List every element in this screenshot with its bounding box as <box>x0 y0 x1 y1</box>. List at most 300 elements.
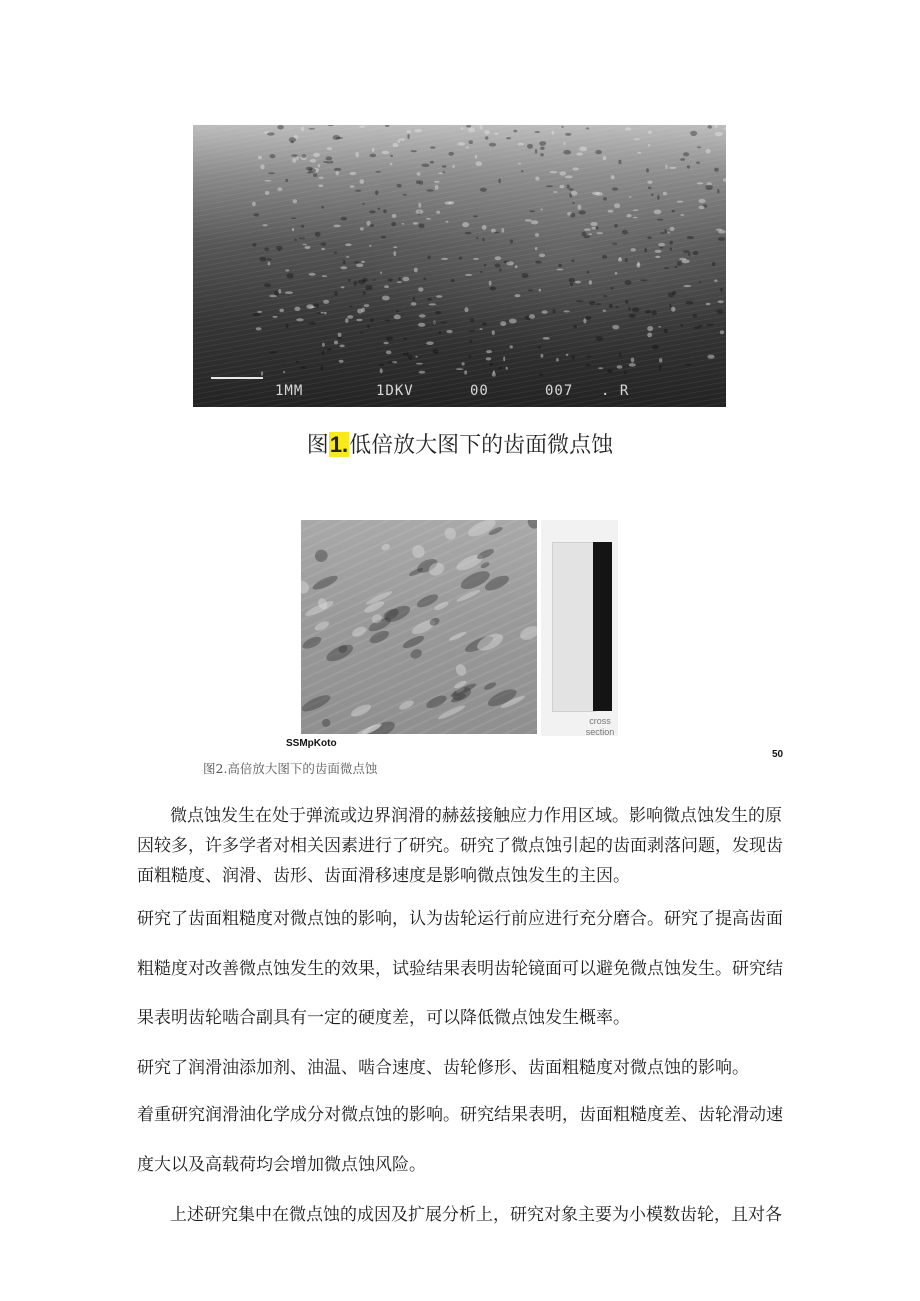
pit-mark <box>334 225 341 228</box>
pit-mark <box>433 349 439 354</box>
pit-mark <box>576 300 584 302</box>
pit-mark <box>640 279 648 281</box>
pit-mark <box>340 266 347 269</box>
pit-mark <box>278 250 281 252</box>
pit-mark <box>321 366 323 371</box>
pit-mark <box>698 199 705 203</box>
pit-mark <box>390 163 393 166</box>
pit-mark <box>355 190 361 192</box>
pit-mark <box>690 131 697 136</box>
pit-mark <box>413 222 418 225</box>
pit-mark <box>322 343 325 347</box>
pit-mark <box>433 321 437 326</box>
pit-mark <box>567 185 570 189</box>
pit-mark <box>419 224 425 229</box>
pit-mark <box>430 161 434 164</box>
figure1-texture <box>193 125 726 407</box>
pit-mark <box>309 322 316 325</box>
pit-mark <box>419 314 426 317</box>
pit-mark <box>521 170 523 172</box>
pit-mark <box>698 325 702 327</box>
pit-mark <box>572 167 578 170</box>
pit-mark <box>345 318 348 323</box>
pit-mark <box>670 227 675 231</box>
pit-mark <box>296 318 304 321</box>
pit-mark <box>356 264 363 268</box>
pit-mark <box>558 264 562 267</box>
figure1-scale: 1MM <box>275 383 304 399</box>
pit-mark <box>413 297 415 302</box>
pit-mark <box>652 345 659 349</box>
pit-mark <box>419 371 426 374</box>
pit-mark <box>277 125 284 130</box>
pit-mark <box>310 159 316 163</box>
pit-mark <box>670 241 673 245</box>
pit-mark <box>634 138 640 140</box>
pit-mark <box>480 125 483 130</box>
pit-mark <box>381 236 386 239</box>
pit-mark <box>442 165 447 167</box>
pit-mark <box>334 168 341 171</box>
pit-mark <box>407 134 409 139</box>
pit-mark <box>436 295 442 298</box>
pit-mark <box>565 133 571 136</box>
pit-mark <box>592 192 600 195</box>
pit-mark <box>429 303 437 305</box>
pit-mark <box>362 203 365 205</box>
pit-mark <box>491 229 496 233</box>
pit-mark <box>308 128 315 130</box>
pit-mark <box>426 189 434 191</box>
pit-mark <box>411 150 417 152</box>
pit-mark <box>563 150 571 155</box>
surface-pit <box>313 619 330 632</box>
pit-mark <box>417 172 421 175</box>
surface-pit <box>433 600 449 612</box>
surface-pit <box>380 542 390 551</box>
pit-mark <box>668 293 674 298</box>
pit-mark <box>697 182 704 184</box>
pit-mark <box>571 260 574 262</box>
pit-mark <box>468 330 475 332</box>
pit-mark <box>465 274 473 276</box>
pit-mark <box>663 192 667 196</box>
pit-mark <box>473 215 478 217</box>
pit-mark <box>677 201 684 203</box>
pit-mark <box>718 300 724 303</box>
surface-pit <box>455 588 481 603</box>
pit-mark <box>489 143 496 147</box>
pit-mark <box>596 336 603 341</box>
pit-mark <box>274 291 279 296</box>
pit-mark <box>397 184 402 188</box>
pit-mark <box>292 228 294 232</box>
pit-mark <box>402 277 409 282</box>
pit-mark <box>330 161 333 164</box>
pit-mark <box>414 268 418 273</box>
pit-mark <box>283 371 285 374</box>
surface-pit <box>324 641 355 664</box>
pit-mark <box>369 245 371 247</box>
pit-mark <box>350 172 357 175</box>
pit-mark <box>714 280 717 282</box>
pit-mark <box>645 310 651 314</box>
pit-mark <box>677 261 682 265</box>
pit-mark <box>348 279 351 282</box>
pit-mark <box>423 277 426 280</box>
pit-mark <box>655 256 660 258</box>
pit-mark <box>313 153 320 158</box>
figure1-voltage: 1DKV <box>376 383 414 399</box>
pit-mark <box>414 129 422 132</box>
pit-mark <box>380 272 382 274</box>
pit-mark <box>573 325 577 328</box>
pit-mark <box>392 214 397 218</box>
pit-mark <box>370 318 374 322</box>
pit-mark <box>268 172 275 174</box>
pit-mark <box>716 229 723 231</box>
pit-mark <box>355 152 359 157</box>
pit-mark <box>584 228 591 231</box>
pit-mark <box>706 149 711 154</box>
pit-mark <box>659 365 662 369</box>
pit-mark <box>617 365 623 368</box>
pit-mark <box>631 358 635 363</box>
surface-pit <box>349 702 372 719</box>
pit-mark <box>647 333 652 338</box>
pit-mark <box>671 307 675 312</box>
pit-mark <box>462 222 469 227</box>
pit-mark <box>515 294 521 297</box>
pit-mark <box>509 319 517 324</box>
surface-pit <box>409 647 423 660</box>
pit-mark <box>268 262 271 266</box>
pit-mark <box>535 247 538 250</box>
pit-mark <box>724 127 726 129</box>
paragraph-line: 面粗糙度、润滑、齿形、齿面滑移速度是影响微点蚀发生的主因。 <box>137 866 630 886</box>
pit-mark <box>309 273 316 276</box>
pit-mark <box>535 177 539 181</box>
pit-mark <box>583 318 586 323</box>
surface-pit <box>301 692 332 715</box>
pit-mark <box>561 126 563 128</box>
pit-mark <box>572 355 575 359</box>
pit-mark <box>529 210 535 212</box>
pit-mark <box>263 224 268 226</box>
pit-mark <box>267 132 275 135</box>
pit-mark <box>513 130 517 133</box>
pit-mark <box>718 237 725 241</box>
pit-mark <box>457 142 465 146</box>
pit-mark <box>538 346 541 349</box>
pit-mark <box>535 149 537 154</box>
pit-mark <box>494 133 498 135</box>
pit-mark <box>687 165 690 168</box>
pit-mark <box>375 190 379 195</box>
pit-mark <box>322 275 328 277</box>
pit-mark <box>319 177 324 179</box>
pit-mark <box>659 358 662 362</box>
pit-mark <box>619 353 622 357</box>
pit-mark <box>435 185 439 190</box>
paragraph-line: 上述研究集中在微点蚀的成因及扩展分析上，研究对象主要为小模数齿轮，且对各 <box>170 1205 782 1225</box>
pit-mark <box>287 273 294 278</box>
pit-mark <box>328 125 334 126</box>
pit-mark <box>612 187 618 190</box>
pit-mark <box>647 236 652 239</box>
pit-mark <box>654 210 662 215</box>
pit-mark <box>680 214 684 216</box>
pit-mark <box>679 258 686 261</box>
pit-mark <box>607 369 612 373</box>
pit-mark <box>448 201 454 204</box>
pit-mark <box>436 211 440 214</box>
pit-mark <box>559 171 566 175</box>
pit-mark <box>552 131 555 135</box>
pit-mark <box>466 146 469 148</box>
pit-mark <box>317 312 321 314</box>
pit-mark <box>490 286 496 290</box>
pit-mark <box>556 358 559 362</box>
pit-mark <box>438 172 442 174</box>
pit-mark <box>476 161 483 166</box>
pit-mark <box>657 219 664 221</box>
pit-mark <box>416 209 424 214</box>
pit-mark <box>257 311 262 313</box>
pit-mark <box>264 283 271 287</box>
pit-mark <box>473 258 479 260</box>
pit-mark <box>418 323 425 327</box>
pit-mark <box>531 220 538 224</box>
pit-mark <box>336 137 343 139</box>
pit-mark <box>696 162 700 164</box>
pit-mark <box>596 232 603 234</box>
pit-mark <box>518 143 524 146</box>
surface-pit <box>321 717 332 728</box>
pit-mark <box>521 273 528 278</box>
pit-mark <box>370 154 377 158</box>
pit-mark <box>625 280 632 285</box>
pit-mark <box>495 256 502 260</box>
pit-mark <box>334 341 338 345</box>
pit-mark <box>655 250 662 253</box>
surface-pit <box>313 548 330 564</box>
pit-mark <box>614 224 618 228</box>
pit-mark <box>382 151 390 154</box>
pit-mark <box>647 326 653 331</box>
pit-mark <box>570 213 575 218</box>
pit-mark <box>633 209 638 211</box>
pit-mark <box>615 306 619 308</box>
pit-mark <box>628 307 630 311</box>
pit-mark <box>596 303 602 305</box>
pit-mark <box>543 337 550 340</box>
pit-mark <box>569 278 575 283</box>
pit-mark <box>408 355 412 360</box>
pit-mark <box>542 310 548 314</box>
pit-mark <box>362 278 367 282</box>
pit-mark <box>382 296 390 301</box>
figure1-code3: . R <box>601 383 630 399</box>
pit-mark <box>681 324 683 327</box>
paragraph-line: 着重研究润滑油化学成分对微点蚀的影响。研究结果表明，齿面粗糙度差、齿轮滑动速 <box>137 1105 783 1125</box>
pit-mark <box>394 315 401 320</box>
pit-mark <box>291 154 298 157</box>
pit-mark <box>707 355 714 359</box>
pit-mark <box>672 210 675 212</box>
pit-mark <box>253 313 261 316</box>
pit-mark <box>402 223 405 225</box>
pit-mark <box>465 307 469 312</box>
pit-mark <box>550 171 558 173</box>
pit-mark <box>495 264 501 268</box>
paragraph-line: 因较多，许多学者对相关因素进行了研究。研究了微点蚀引起的齿面剥落问题，发现齿 <box>137 836 783 856</box>
cross-section-label-line1: cross <box>589 716 611 726</box>
pit-mark <box>296 156 298 160</box>
pit-mark <box>717 189 719 193</box>
figure1-code1: 00 <box>470 383 489 399</box>
pit-mark <box>648 144 650 147</box>
pit-mark <box>518 163 521 165</box>
pit-mark <box>468 128 475 133</box>
pit-mark <box>386 351 392 355</box>
surface-pit <box>526 520 537 530</box>
pit-mark <box>482 238 484 242</box>
pit-mark <box>334 291 338 295</box>
pit-mark <box>347 315 353 318</box>
pit-mark <box>415 356 417 358</box>
pit-mark <box>383 209 386 213</box>
pit-mark <box>587 271 589 274</box>
pit-mark <box>500 321 506 326</box>
pit-mark <box>321 312 324 314</box>
pit-mark <box>506 137 511 139</box>
pit-mark <box>361 261 365 263</box>
pit-mark <box>476 237 478 239</box>
pit-mark <box>603 197 607 200</box>
pit-mark <box>360 179 365 184</box>
pit-mark <box>363 291 366 295</box>
pit-mark <box>276 246 283 250</box>
surface-pit <box>480 561 491 569</box>
pit-mark <box>343 260 346 264</box>
pit-mark <box>359 126 365 128</box>
pit-mark <box>322 351 325 355</box>
pit-mark <box>683 285 691 287</box>
pit-mark <box>540 354 543 358</box>
pit-mark <box>589 233 593 235</box>
pit-mark <box>566 354 569 356</box>
surface-pit <box>437 704 466 721</box>
pit-mark <box>715 125 718 128</box>
pit-mark <box>446 221 449 223</box>
pit-mark <box>314 304 320 309</box>
pit-mark <box>715 132 723 136</box>
pit-mark <box>577 205 581 210</box>
surface-pit <box>351 625 368 639</box>
pit-mark <box>327 348 332 351</box>
pit-mark <box>637 152 641 154</box>
pit-mark <box>503 356 505 361</box>
pit-mark <box>627 214 632 218</box>
pit-mark <box>375 171 381 173</box>
pit-mark <box>490 363 493 366</box>
pit-mark <box>571 191 578 196</box>
pit-mark <box>334 252 337 254</box>
pit-mark <box>618 258 622 261</box>
pit-mark <box>356 319 362 321</box>
pit-mark <box>589 301 595 305</box>
pit-mark <box>648 131 652 134</box>
cross-section-edge <box>593 542 612 711</box>
pit-mark <box>318 185 323 188</box>
figure1-caption-number: 1. <box>329 432 349 457</box>
pit-mark <box>612 243 617 245</box>
pit-mark <box>693 251 699 255</box>
pit-mark <box>367 325 370 328</box>
pit-mark <box>579 147 587 152</box>
paragraph-line: 果表明齿轮啮合副具有一定的硬度差，可以降低微点蚀发生概率。 <box>137 1008 630 1028</box>
pit-mark <box>456 368 464 370</box>
pit-mark <box>611 287 614 289</box>
pit-mark <box>390 155 393 157</box>
pit-mark <box>398 140 400 143</box>
pit-mark <box>289 137 296 142</box>
pit-mark <box>325 156 332 160</box>
pit-mark <box>345 243 352 246</box>
pit-mark <box>492 330 495 335</box>
pit-mark <box>647 181 652 184</box>
pit-mark <box>484 264 487 266</box>
pit-mark <box>293 199 298 203</box>
surface-pit <box>483 681 497 691</box>
pit-mark <box>644 248 647 253</box>
pit-mark <box>608 210 614 213</box>
surface-pit <box>475 630 506 654</box>
surface-pit <box>424 693 448 711</box>
pit-mark <box>306 304 313 309</box>
pit-mark <box>379 364 384 366</box>
pit-mark <box>498 179 501 184</box>
pit-mark <box>403 194 408 196</box>
pit-mark <box>273 314 277 316</box>
pit-mark <box>598 367 603 369</box>
pit-mark <box>539 289 542 292</box>
pit-mark <box>510 345 513 348</box>
pit-mark <box>418 287 423 291</box>
pit-mark <box>697 146 701 148</box>
pit-mark <box>285 269 289 271</box>
pit-mark <box>305 246 311 249</box>
pit-mark <box>720 288 723 292</box>
pit-mark <box>666 165 668 170</box>
figure1-caption-prefix: 图 <box>306 433 329 458</box>
pit-mark <box>384 285 389 288</box>
pit-mark <box>464 370 467 374</box>
pit-mark <box>699 282 701 284</box>
pit-mark <box>300 366 306 368</box>
pit-mark <box>475 155 477 159</box>
surface-pit <box>401 634 426 651</box>
pit-mark <box>668 232 670 234</box>
pit-mark <box>694 326 701 329</box>
pit-mark <box>270 154 276 158</box>
pit-mark <box>499 269 502 272</box>
paragraph-line: 度大以及高载荷均会增加微点蚀风险。 <box>137 1155 426 1175</box>
pit-mark <box>259 257 266 262</box>
figure1-caption-text: 低倍放大图下的齿面微点蚀 <box>349 433 614 458</box>
pit-mark <box>564 142 566 146</box>
